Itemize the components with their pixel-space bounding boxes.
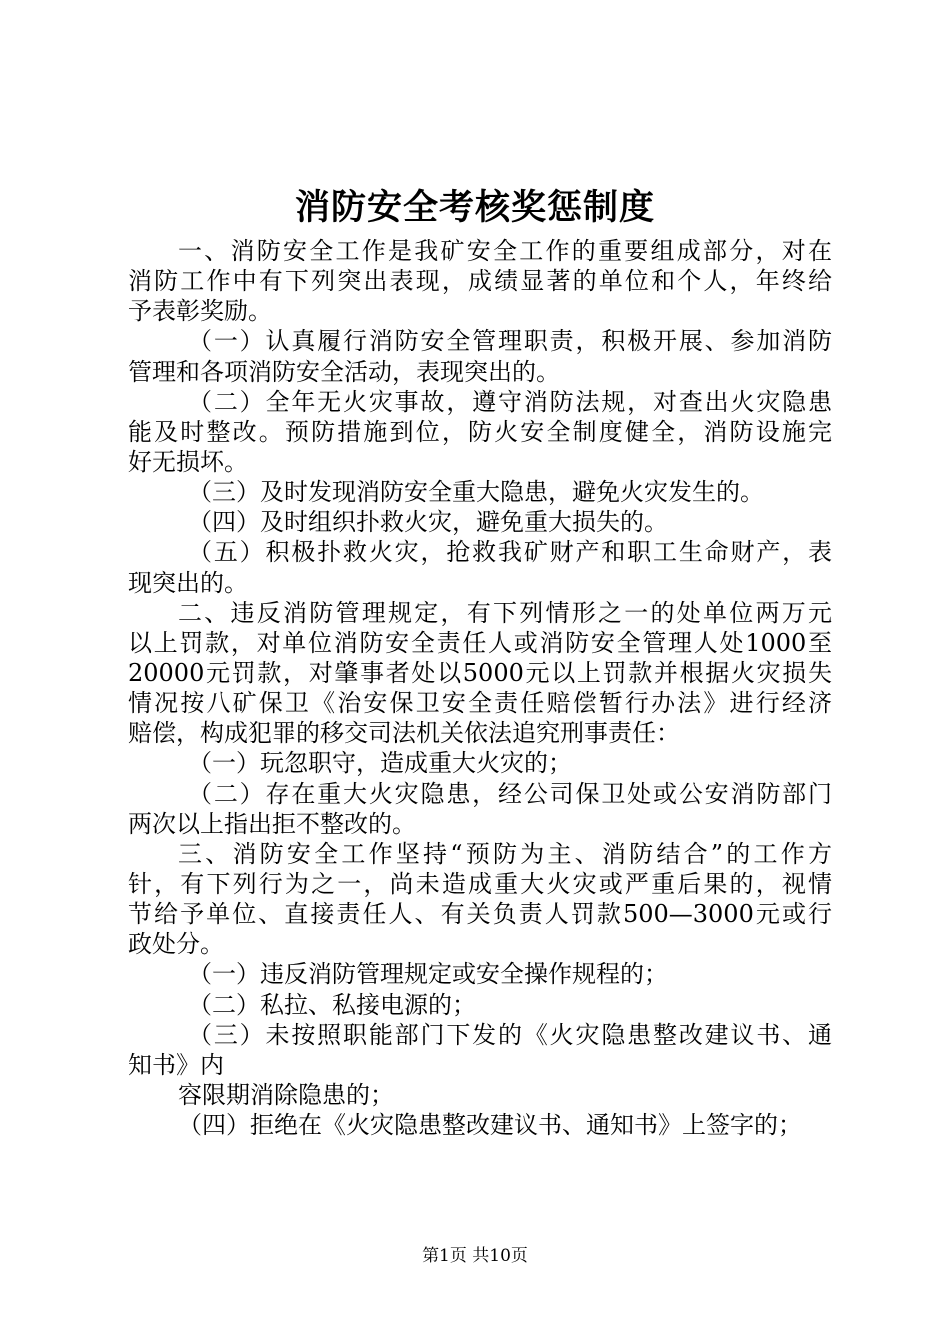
paragraph-line: （五）积极扑救火灾，抢救我矿财产和职工生命财产，表 — [188, 538, 832, 567]
paragraph-line: 管理和各项消防安全活动，表现突出的。 — [128, 357, 560, 386]
paragraph-line: 政处分。 — [128, 930, 224, 959]
paragraph-line: 好无损坏。 — [128, 447, 248, 476]
paragraph-line: （三）及时发现消防安全重大隐患，避免火灾发生的。 — [188, 478, 764, 507]
paragraph-line: （一）违反消防管理规定或安全操作规程的； — [188, 960, 668, 989]
paragraph-line: 消防工作中有下列突出表现，成绩显著的单位和个人，年终给 — [128, 267, 832, 296]
paragraph-line: 三、消防安全工作坚持“预防为主、消防结合”的工作方 — [178, 839, 832, 868]
paragraph-line: 能及时整改。预防措施到位，防火安全制度健全，消防设施完 — [128, 417, 832, 446]
paragraph-line: （一）玩忽职守，造成重大火灾的； — [188, 749, 572, 778]
paragraph-line: 现突出的。 — [128, 568, 248, 597]
paragraph-line: （一）认真履行消防安全管理职责，积极开展、参加消防 — [188, 327, 832, 356]
paragraph-line: 两次以上指出拒不整改的。 — [128, 809, 416, 838]
paragraph-line: 情况按八矿保卫《治安保卫安全责任赔偿暂行办法》进行经济 — [128, 689, 832, 718]
paragraph-line: 一、消防安全工作是我矿安全工作的重要组成部分，对在 — [178, 237, 832, 265]
paragraph-line: 20000元罚款，对肇事者处以5000元以上罚款并根据火灾损失 — [128, 658, 832, 687]
paragraph-line: 赔偿，构成犯罪的移交司法机关依法追究刑事责任： — [128, 719, 680, 748]
paragraph-line: 以上罚款，对单位消防安全责任人或消防安全管理人处1000至 — [128, 628, 832, 657]
paragraph-line: 针，有下列行为之一，尚未造成重大火灾或严重后果的，视情 — [128, 869, 832, 898]
paragraph-line: （三）未按照职能部门下发的《火灾隐患整改建议书、通 — [188, 1020, 832, 1049]
paragraph-line: 知书》内 — [128, 1050, 224, 1079]
paragraph-line: （二）私拉、私接电源的； — [188, 990, 476, 1019]
document-body — [128, 236, 832, 1140]
paragraph-line: （四）拒绝在《火灾隐患整改建议书、通知书》上签字的； — [178, 1111, 802, 1140]
paragraph-line: 容限期消除隐患的； — [178, 1080, 394, 1109]
paragraph-line: 节给予单位、直接责任人、有关负责人罚款500—3000元或行 — [128, 900, 832, 929]
paragraph-line: 予表彰奖励。 — [128, 297, 272, 326]
paragraph-line: 二、违反消防管理规定，有下列情形之一的处单位两万元 — [178, 598, 832, 627]
page-number-footer: 第1页 共10页 — [422, 1246, 528, 1266]
document-title: 消防安全考核奖惩制度 — [294, 187, 655, 228]
paragraph-line: （二）全年无火灾事故，遵守消防法规，对查出火灾隐患 — [188, 387, 832, 416]
paragraph-line: （二）存在重大火灾隐患，经公司保卫处或公安消防部门 — [188, 779, 832, 808]
paragraph-line: （四）及时组织扑救火灾，避免重大损失的。 — [188, 508, 668, 537]
